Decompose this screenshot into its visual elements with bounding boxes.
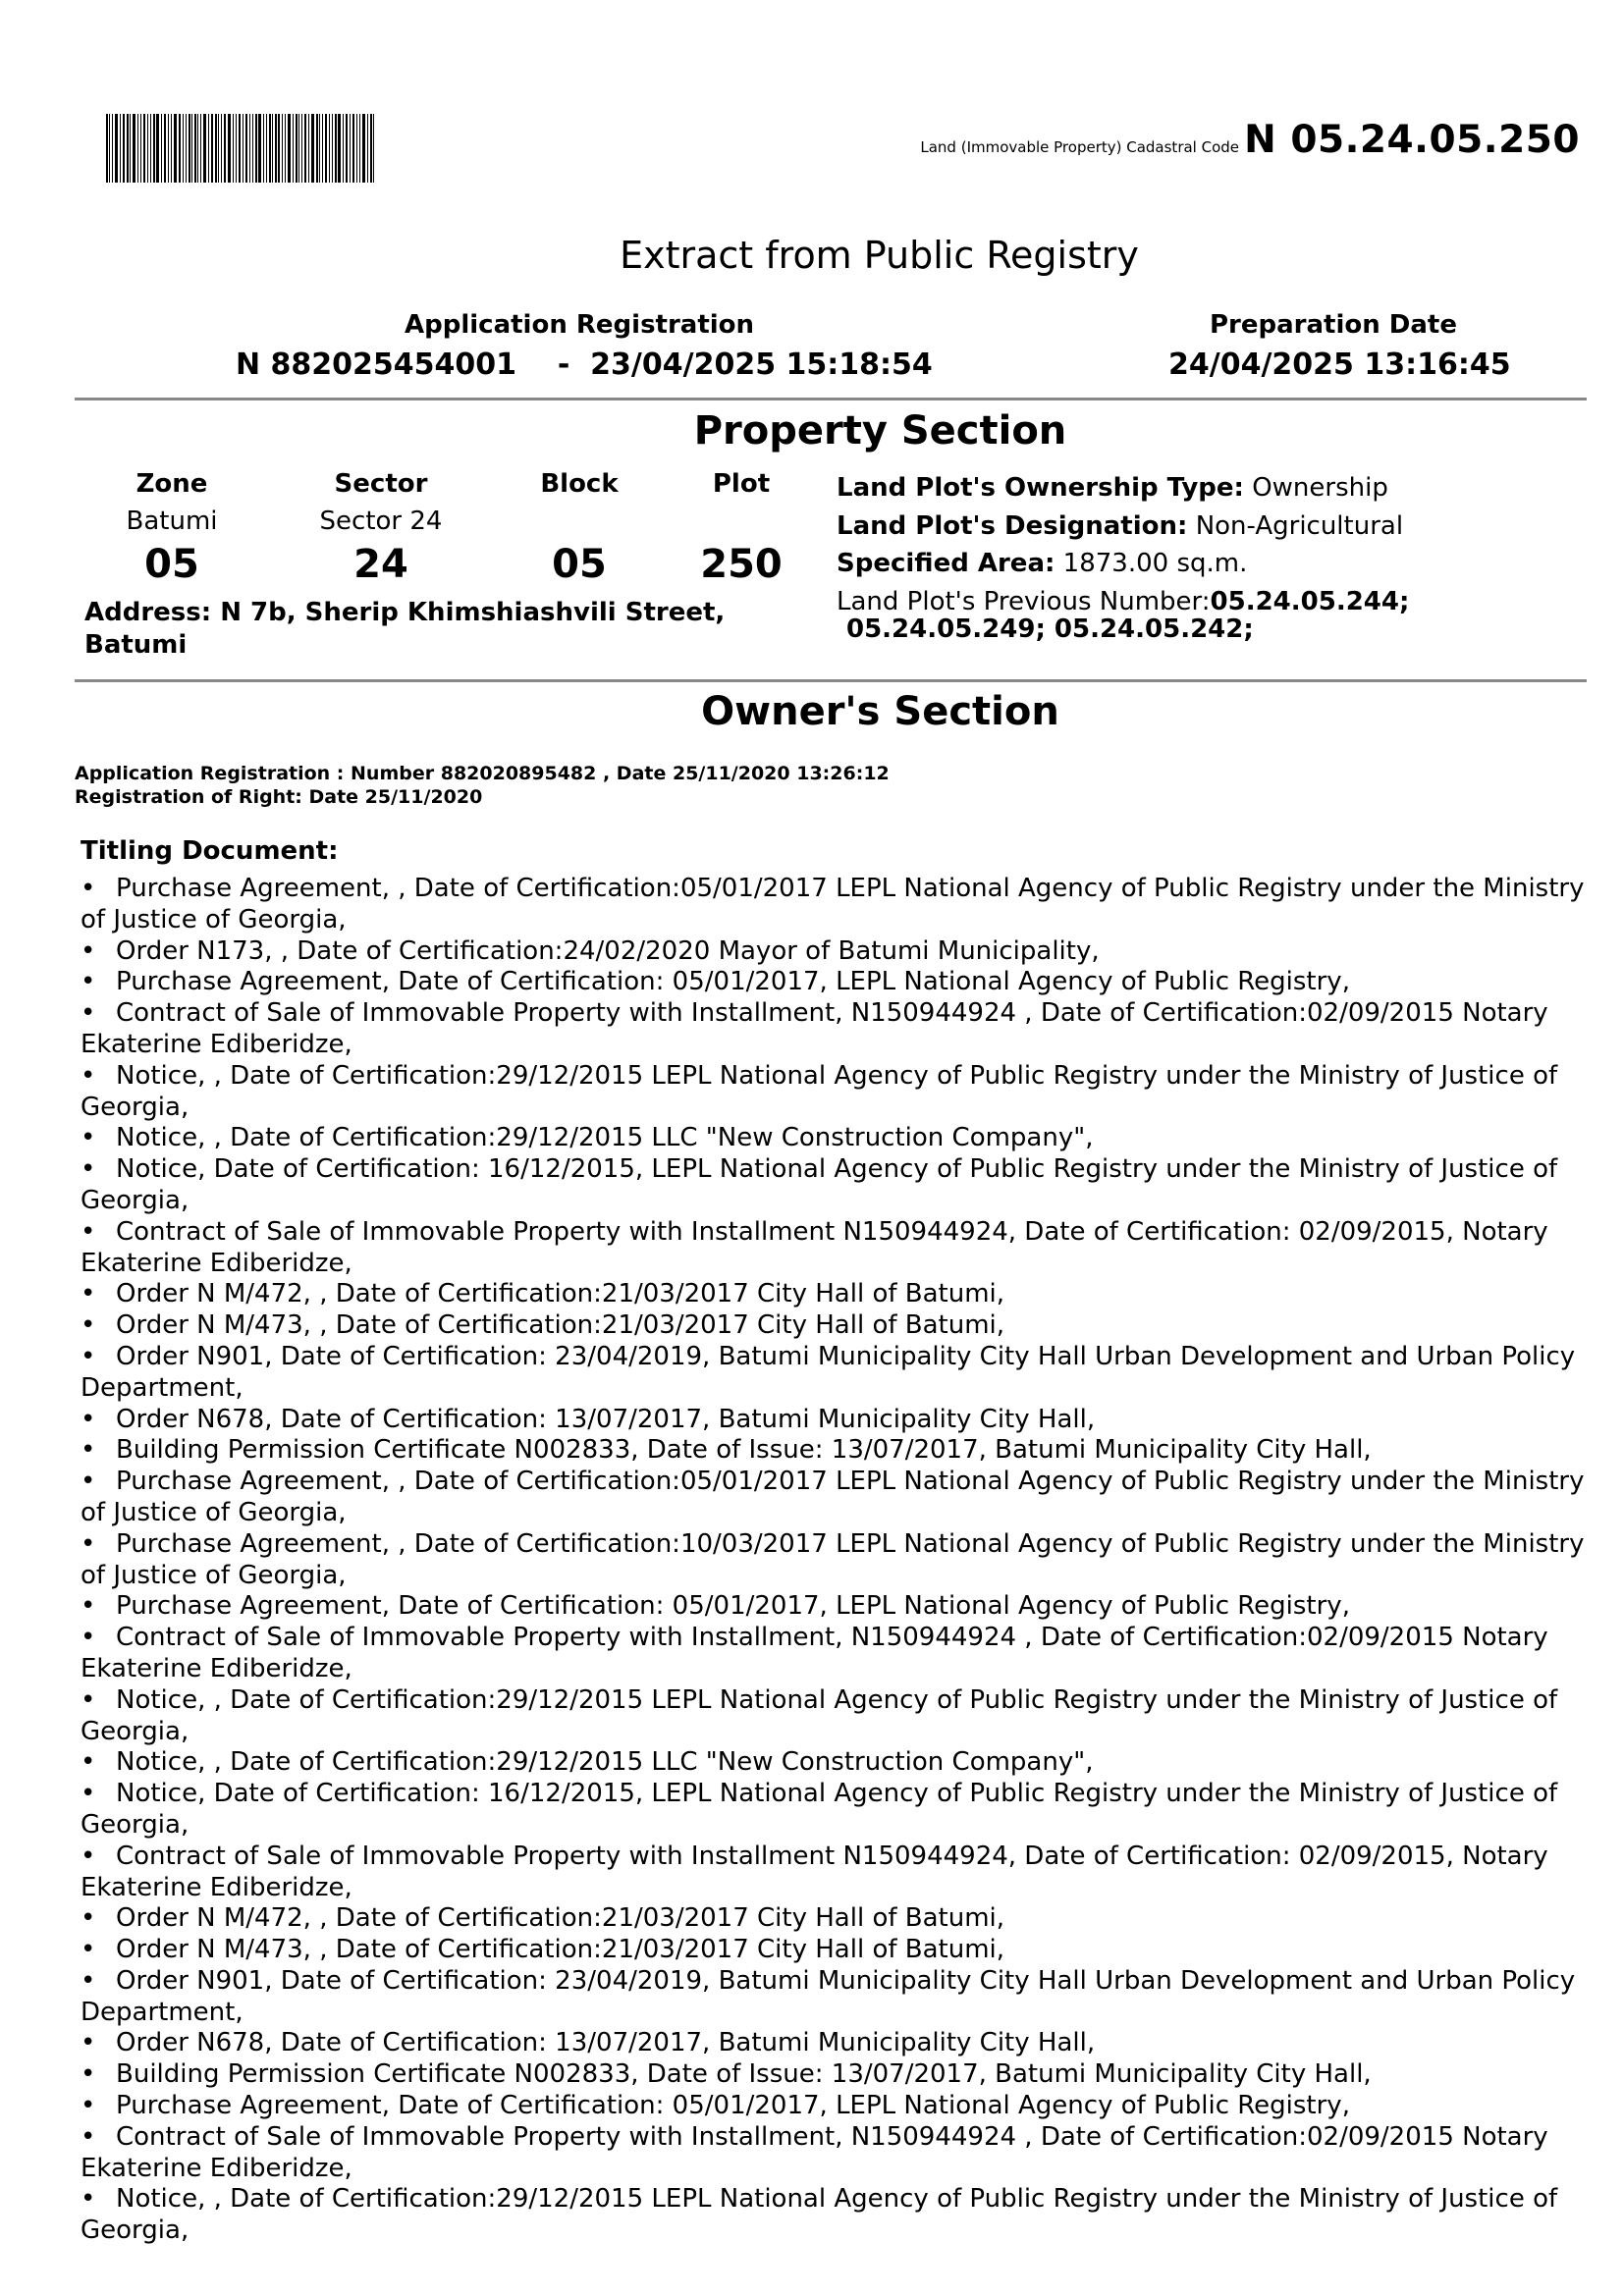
barcode-bar bbox=[352, 114, 354, 183]
ownership-type-row bbox=[837, 469, 1409, 507]
bullet-icon: • bbox=[81, 1060, 96, 1091]
titling-document-text: Notice, , Date of Certification:29/12/2015 LEPL National Agency of Public Registry under the Ministry of Justice of Georgia, bbox=[81, 1060, 1558, 1122]
barcode-bar bbox=[338, 114, 341, 183]
barcode-bar bbox=[329, 114, 330, 183]
barcode-bar bbox=[156, 114, 159, 183]
barcode-bar bbox=[233, 114, 234, 183]
titling-document-item bbox=[81, 874, 1593, 936]
barcode bbox=[106, 114, 406, 183]
titling-document-item bbox=[81, 1685, 1593, 1748]
barcode-bar bbox=[335, 114, 337, 183]
titling-document-text: Notice, , Date of Certification:29/12/2015 LEPL National Agency of Public Registry under the Ministry of Justice of Georgia, bbox=[81, 2184, 1558, 2246]
barcode-bar bbox=[255, 114, 257, 183]
titling-document-item bbox=[81, 1279, 1593, 1310]
area-row bbox=[837, 545, 1409, 583]
bullet-icon: • bbox=[81, 1935, 96, 1965]
titling-document-item bbox=[81, 998, 1593, 1061]
document-title: Extract from Public Registry bbox=[620, 234, 1139, 277]
titling-document-text: Notice, , Date of Certification:29/12/2015 LEPL National Agency of Public Registry under the Ministry of Justice of Georgia, bbox=[81, 1684, 1558, 1746]
block-code: 05 bbox=[552, 542, 607, 587]
bullet-icon: • bbox=[81, 2091, 96, 2121]
bullet-icon: • bbox=[81, 1623, 96, 1653]
titling-document-item bbox=[81, 1217, 1593, 1280]
barcode-bar bbox=[123, 114, 125, 183]
barcode-bar bbox=[308, 114, 309, 183]
land-plot-properties bbox=[837, 469, 1409, 659]
barcode-bar bbox=[197, 114, 198, 183]
titling-document-item bbox=[81, 1405, 1593, 1436]
barcode-bar bbox=[359, 114, 360, 183]
plot-code: 250 bbox=[700, 542, 783, 587]
titling-document-item bbox=[81, 1154, 1593, 1217]
designation-row bbox=[837, 507, 1409, 546]
barcode-bar bbox=[228, 114, 231, 183]
cadastral-code: N 05.24.05.250 bbox=[1244, 118, 1580, 162]
titling-document-item bbox=[81, 1747, 1593, 1779]
titling-document-heading: Titling Document: bbox=[81, 836, 339, 866]
bullet-icon: • bbox=[81, 1154, 96, 1185]
barcode-bar bbox=[311, 114, 314, 183]
titling-document-text: Building Permission Certificate N002833, Date of Issue: 13/07/2017, Batumi Municipality City Hall, bbox=[116, 2059, 1372, 2090]
preparation-date-label: Preparation Date bbox=[1210, 310, 1457, 340]
titling-document-item bbox=[81, 967, 1593, 998]
zone-header: Zone bbox=[135, 469, 208, 499]
titling-document-item bbox=[81, 2028, 1593, 2059]
titling-document-item bbox=[81, 1123, 1593, 1154]
barcode-bar bbox=[186, 114, 187, 183]
barcode-bar bbox=[109, 114, 110, 183]
barcode-bar bbox=[269, 114, 271, 183]
application-registration-label: Application Registration bbox=[405, 310, 755, 340]
sector-name: Sector 24 bbox=[319, 507, 443, 536]
titling-document-text: Notice, , Date of Certification:29/12/2015 LLC "New Construction Company", bbox=[116, 1123, 1094, 1153]
titling-document-item bbox=[81, 936, 1593, 968]
barcode-bar bbox=[203, 114, 206, 183]
titling-document-text: Order N901, Date of Certification: 23/04/2019, Batumi Municipality City Hall Urban Development and Urban Policy Department, bbox=[81, 1341, 1576, 1403]
titling-document-text: Contract of Sale of Immovable Property with Installment N150944924, Date of Certification: 02/09/2015, Notary Ekaterine Ediberidze, bbox=[81, 1841, 1548, 1902]
titling-document-item bbox=[81, 1310, 1593, 1342]
cadastral-code-label: Land (Immovable Property) Cadastral Code bbox=[920, 138, 1240, 156]
bullet-icon: • bbox=[81, 1841, 96, 1871]
bullet-icon: • bbox=[81, 1528, 96, 1559]
bullet-icon: • bbox=[81, 1216, 96, 1247]
titling-document-item bbox=[81, 2059, 1593, 2091]
barcode-bar bbox=[239, 114, 241, 183]
barcode-bar bbox=[332, 114, 333, 183]
titling-document-item bbox=[81, 1529, 1593, 1592]
bullet-icon: • bbox=[81, 1779, 96, 1809]
titling-document-text: Contract of Sale of Immovable Property with Installment N150944924, Date of Certification: 02/09/2015, Notary Ekaterine Ediberidze, bbox=[81, 1216, 1548, 1278]
titling-document-text: Notice, Date of Certification: 16/12/2015, LEPL National Agency of Public Registry under the Ministry of Justice of Georgia, bbox=[81, 1154, 1558, 1215]
titling-document-item bbox=[81, 1061, 1593, 1124]
barcode-bar bbox=[249, 114, 250, 183]
barcode-bar bbox=[189, 114, 190, 183]
titling-document-text: Order N M/473, , Date of Certification:21/03/2017 City Hall of Batumi, bbox=[116, 1310, 1005, 1341]
titling-document-item bbox=[81, 1903, 1593, 1935]
barcode-bar bbox=[171, 114, 172, 183]
barcode-bar bbox=[272, 114, 273, 183]
property-address: Address: N 7b, Sherip Khimshiashvili Street, Batumi bbox=[84, 598, 726, 660]
previous-number-label: Land Plot's Previous Number: bbox=[837, 586, 1211, 616]
barcode-bar bbox=[285, 114, 286, 183]
barcode-bar bbox=[236, 114, 237, 183]
barcode-bar bbox=[137, 114, 138, 183]
property-section-title: Property Section bbox=[693, 408, 1067, 454]
barcode-bar bbox=[278, 114, 280, 183]
divider bbox=[75, 398, 1587, 400]
titling-document-item bbox=[81, 2091, 1593, 2122]
barcode-bar bbox=[130, 114, 131, 183]
ownership-type-value: Ownership bbox=[1252, 473, 1388, 503]
bullet-icon: • bbox=[81, 1467, 96, 1497]
barcode-bar bbox=[211, 114, 213, 183]
bullet-icon: • bbox=[81, 1123, 96, 1153]
previous-number-value-1: 05.24.05.244; bbox=[1210, 586, 1410, 616]
barcode-bar bbox=[282, 114, 283, 183]
block-header: Block bbox=[540, 469, 619, 499]
bullet-icon: • bbox=[81, 2121, 96, 2152]
bullet-icon: • bbox=[81, 874, 96, 903]
titling-document-text: Purchase Agreement, , Date of Certification:05/01/2017 LEPL National Agency of Public Registry under the Ministry of Justice of Georgia, bbox=[81, 1467, 1585, 1527]
owner-section-title: Owner's Section bbox=[701, 689, 1059, 734]
barcode-bar bbox=[164, 114, 166, 183]
barcode-bar bbox=[319, 114, 320, 183]
barcode-bar bbox=[194, 114, 196, 183]
preparation-date-value: 24/04/2025 13:16:45 bbox=[1168, 347, 1511, 382]
barcode-bar bbox=[263, 114, 264, 183]
titling-document-item bbox=[81, 2122, 1593, 2185]
barcode-bar bbox=[258, 114, 261, 183]
barcode-bar bbox=[224, 114, 226, 183]
barcode-bar bbox=[266, 114, 267, 183]
bullet-icon: • bbox=[81, 1310, 96, 1341]
bullet-icon: • bbox=[81, 935, 96, 966]
barcode-bar bbox=[221, 114, 222, 183]
barcode-bar bbox=[179, 114, 181, 183]
titling-document-text: Purchase Agreement, Date of Certification: 05/01/2017, LEPL National Agency of Public Registry, bbox=[116, 1591, 1350, 1622]
barcode-bar bbox=[298, 114, 299, 183]
titling-document-item bbox=[81, 1342, 1593, 1405]
titling-document-text: Contract of Sale of Immovable Property with Installment, N150944924 , Date of Certification:02/09/2015 Notary Ekaterine Ediberidze, bbox=[81, 1623, 1548, 1683]
barcode-bar bbox=[373, 114, 374, 183]
bullet-icon: • bbox=[81, 2184, 96, 2215]
titling-document-item bbox=[81, 1591, 1593, 1623]
barcode-bar bbox=[362, 114, 365, 183]
previous-number-value-2: 05.24.05.249; 05.24.05.242; bbox=[846, 614, 1254, 644]
titling-document-text: Notice, Date of Certification: 16/12/2015, LEPL National Agency of Public Registry under the Ministry of Justice of Georgia, bbox=[81, 1779, 1558, 1840]
barcode-bar bbox=[322, 114, 323, 183]
sector-code: 24 bbox=[353, 542, 408, 587]
bullet-icon: • bbox=[81, 1903, 96, 1934]
titling-document-text: Order N M/472, , Date of Certification:21/03/2017 City Hall of Batumi, bbox=[116, 1903, 1005, 1934]
titling-document-text: Order N678, Date of Certification: 13/07/2017, Batumi Municipality City Hall, bbox=[116, 1404, 1096, 1434]
barcode-bar bbox=[161, 114, 162, 183]
barcode-bar bbox=[200, 114, 201, 183]
barcode-bar bbox=[275, 114, 277, 183]
designation-label: Land Plot's Designation: bbox=[837, 510, 1188, 541]
barcode-bar bbox=[127, 114, 129, 183]
barcode-bar bbox=[115, 114, 118, 183]
titling-document-item bbox=[81, 2184, 1593, 2247]
barcode-bar bbox=[288, 114, 291, 183]
bullet-icon: • bbox=[81, 1965, 96, 1996]
barcode-bar bbox=[112, 114, 113, 183]
right-registration-date: Registration of Right: Date 25/11/2020 bbox=[75, 786, 483, 808]
barcode-bar bbox=[370, 114, 372, 183]
barcode-bar bbox=[346, 114, 348, 183]
area-label: Specified Area: bbox=[837, 549, 1055, 578]
titling-document-text: Notice, , Date of Certification:29/12/2015 LLC "New Construction Company", bbox=[116, 1747, 1094, 1778]
barcode-bar bbox=[143, 114, 145, 183]
titling-document-item bbox=[81, 1935, 1593, 1966]
bullet-icon: • bbox=[81, 1591, 96, 1622]
titling-document-text: Order N901, Date of Certification: 23/04/2019, Batumi Municipality City Hall Urban Development and Urban Policy Department, bbox=[81, 1965, 1576, 2027]
titling-document-text: Order N678, Date of Certification: 13/07/2017, Batumi Municipality City Hall, bbox=[116, 2028, 1096, 2058]
barcode-bar bbox=[215, 114, 217, 183]
barcode-bar bbox=[293, 114, 294, 183]
titling-document-item bbox=[81, 1966, 1593, 2029]
designation-value: Non-Agricultural bbox=[1195, 510, 1404, 541]
bullet-icon: • bbox=[81, 2028, 96, 2058]
barcode-bar bbox=[147, 114, 148, 183]
application-registration-value: N 882025454001 - 23/04/2025 15:18:54 bbox=[236, 347, 933, 382]
barcode-bar bbox=[304, 114, 306, 183]
barcode-bar bbox=[183, 114, 184, 183]
titling-document-item bbox=[81, 1435, 1593, 1467]
barcode-bar bbox=[350, 114, 351, 183]
ownership-type-label: Land Plot's Ownership Type: bbox=[837, 473, 1244, 503]
titling-document-text: Order N M/473, , Date of Certification:21/03/2017 City Hall of Batumi, bbox=[116, 1935, 1005, 1965]
zone-name: Batumi bbox=[126, 507, 218, 536]
barcode-bar bbox=[252, 114, 253, 183]
barcode-bar bbox=[168, 114, 169, 183]
titling-document-text: Contract of Sale of Immovable Property with Installment, N150944924 , Date of Certification:02/09/2015 Notary Ekaterine Ediberidze, bbox=[81, 998, 1548, 1059]
barcode-bar bbox=[296, 114, 298, 183]
bullet-icon: • bbox=[81, 1341, 96, 1371]
divider bbox=[75, 679, 1587, 682]
titling-document-item bbox=[81, 1623, 1593, 1685]
barcode-bar bbox=[356, 114, 357, 183]
barcode-bar bbox=[316, 114, 318, 183]
titling-document-list bbox=[81, 874, 1593, 2247]
sector-header: Sector bbox=[334, 469, 428, 499]
owner-registration-info bbox=[75, 762, 890, 809]
bullet-icon: • bbox=[81, 1747, 96, 1778]
barcode-bar bbox=[133, 114, 135, 183]
barcode-bar bbox=[120, 114, 121, 183]
titling-document-text: Purchase Agreement, , Date of Certification:10/03/2017 LEPL National Agency of Public Registry under the Ministry of Justice of Georgia, bbox=[81, 1528, 1585, 1590]
barcode-bar bbox=[153, 114, 155, 183]
barcode-bar bbox=[174, 114, 177, 183]
barcode-bar bbox=[106, 114, 108, 183]
bullet-icon: • bbox=[81, 2059, 96, 2090]
titling-document-item bbox=[81, 1842, 1593, 1904]
barcode-bar bbox=[245, 114, 247, 183]
titling-document-text: Contract of Sale of Immovable Property with Installment, N150944924 , Date of Certification:02/09/2015 Notary Ekaterine Ediberidze, bbox=[81, 2121, 1548, 2183]
titling-document-text: Order N M/472, , Date of Certification:21/03/2017 City Hall of Batumi, bbox=[116, 1279, 1005, 1309]
plot-header: Plot bbox=[712, 469, 771, 499]
titling-document-text: Building Permission Certificate N002833, Date of Issue: 13/07/2017, Batumi Municipality City Hall, bbox=[116, 1435, 1372, 1466]
titling-document-item bbox=[81, 1467, 1593, 1529]
bullet-icon: • bbox=[81, 1435, 96, 1466]
titling-document-text: Order N173, , Date of Certification:24/02/2020 Mayor of Batumi Municipality, bbox=[116, 935, 1100, 966]
titling-document-text: Purchase Agreement, Date of Certification: 05/01/2017, LEPL National Agency of Public Registry, bbox=[116, 967, 1350, 997]
barcode-bar bbox=[140, 114, 141, 183]
barcode-bar bbox=[208, 114, 209, 183]
barcode-bar bbox=[343, 114, 344, 183]
barcode-bar bbox=[191, 114, 192, 183]
bullet-icon: • bbox=[81, 1404, 96, 1434]
area-value: 1873.00 sq.m. bbox=[1062, 549, 1248, 578]
bullet-icon: • bbox=[81, 1684, 96, 1715]
owner-application-registration: Application Registration : Number 882020895482 , Date 25/11/2020 13:26:12 bbox=[75, 763, 890, 784]
zone-code: 05 bbox=[144, 542, 199, 587]
bullet-icon: • bbox=[81, 998, 96, 1029]
barcode-bar bbox=[367, 114, 368, 183]
barcode-bar bbox=[218, 114, 219, 183]
barcode-bar bbox=[325, 114, 327, 183]
titling-document-text: Purchase Agreement, Date of Certification: 05/01/2017, LEPL National Agency of Public Registry, bbox=[116, 2091, 1350, 2121]
barcode-bar bbox=[150, 114, 151, 183]
bullet-icon: • bbox=[81, 967, 96, 997]
titling-document-item bbox=[81, 1779, 1593, 1842]
barcode-bar bbox=[301, 114, 302, 183]
titling-document-text: Purchase Agreement, , Date of Certification:05/01/2017 LEPL National Agency of Public Registry under the Ministry of Justice of Georgia, bbox=[81, 874, 1585, 934]
bullet-icon: • bbox=[81, 1279, 96, 1309]
cadastral-code-block bbox=[920, 118, 1580, 162]
